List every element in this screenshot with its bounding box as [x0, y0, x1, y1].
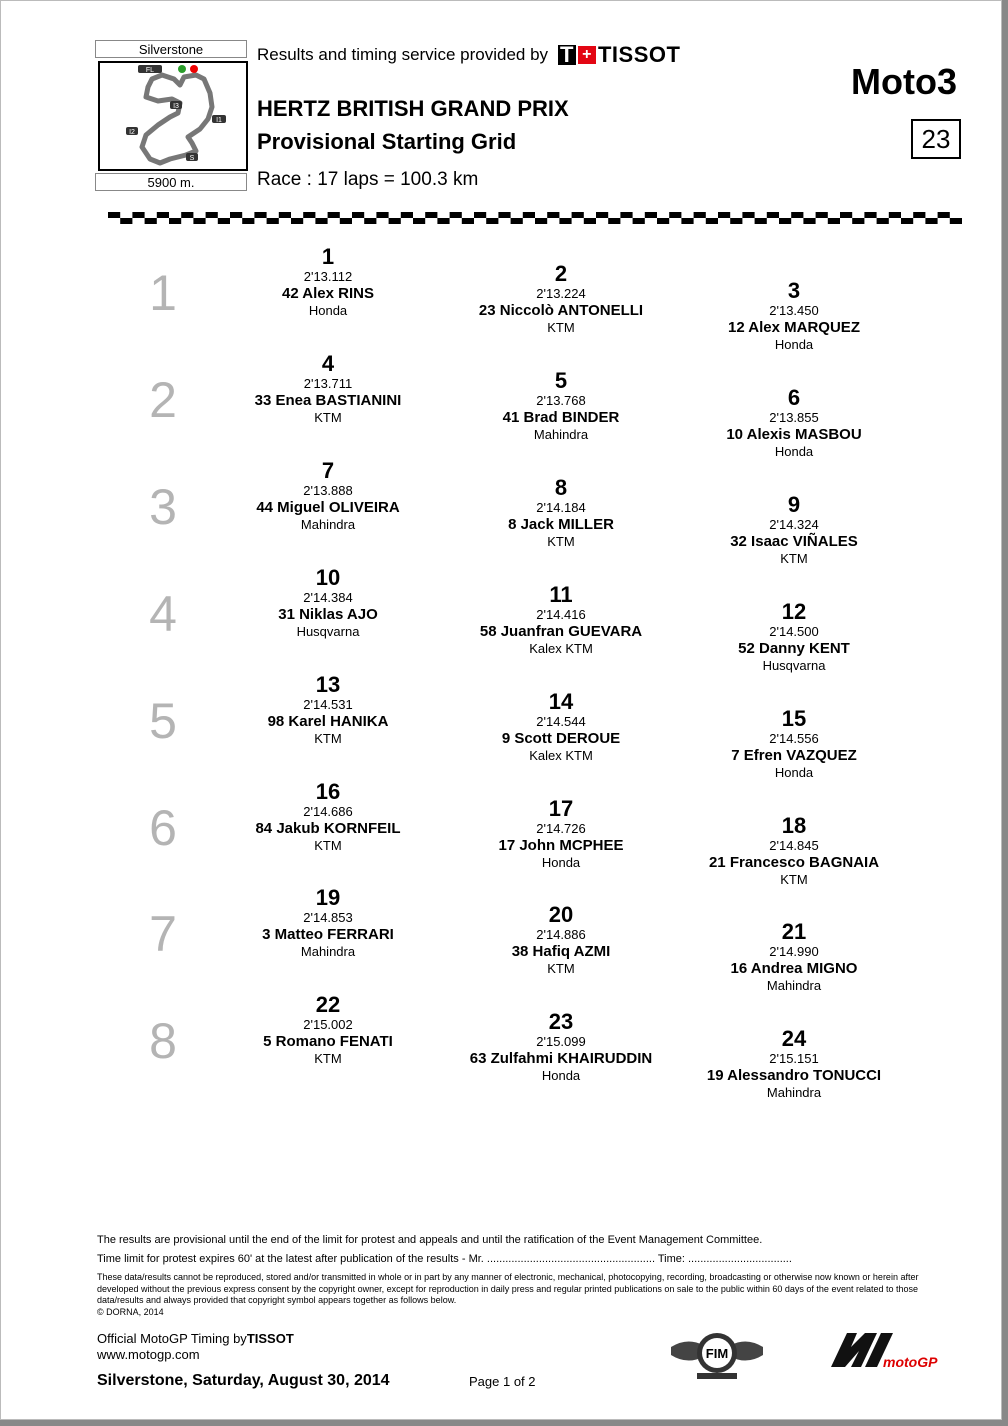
grid-position: 21	[781, 919, 807, 945]
rider-name: 8 Jack MILLER	[508, 515, 614, 533]
team-name: Mahindra	[766, 978, 822, 994]
rider-name: 23 Niccolò ANTONELLI	[478, 302, 644, 319]
protest-note: Time limit for protest expires 60' at the latest after publication of the results - Mr. ....................................................... Time: ..................................	[97, 1253, 792, 1265]
rider-name: 41 Brad BINDER	[502, 408, 620, 426]
grid-slot	[208, 994, 448, 1067]
lap-time: 2'14.544	[536, 713, 586, 729]
grid-position: 5	[554, 367, 568, 393]
copyright-note: These data/results cannot be reproduced, stored and/or transmitted in whole or in part by any manner of electronic, mechanical, photocopying, recording, broadcasting or otherwise now known or herein after developed without the previous express consent by the copyright owner, except for reproduction in daily press and regular printed publications on sale to the public within 60 days of the event related to those data/results and always provided that copyright symbol appears together as follows below. © DORNA, 2014	[97, 1272, 919, 1317]
lap-time: 2'14.184	[536, 499, 586, 515]
grid-row-number: 5	[149, 692, 177, 749]
grid-position: 15	[781, 705, 807, 731]
copyright: © DORNA, 2014	[97, 1306, 164, 1317]
team-name: Honda	[541, 1068, 581, 1084]
grid-slot	[674, 280, 914, 353]
team-name: Husqvarna	[762, 657, 826, 673]
lap-time: 2'13.768	[536, 392, 586, 408]
grid-slot	[674, 491, 914, 567]
provisional-note: The results are provisional until the end of the limit for protest and appeals and until the ratification of the Event Management Committee.	[97, 1234, 763, 1246]
team-name: Mahindra	[533, 426, 589, 442]
team-name: KTM	[314, 1051, 342, 1067]
rider-name: 63 Zulfahmi KHAIRUDDIN	[469, 1050, 653, 1068]
category-label: Moto3	[851, 61, 957, 102]
service-text: Results and timing service provided by	[257, 45, 549, 64]
timing-service-line	[257, 42, 680, 68]
lap-time: 2'13.450	[769, 303, 819, 318]
grid-slot	[441, 263, 681, 336]
grid-position: 22	[315, 992, 341, 1018]
grid-position: 1	[321, 244, 335, 269]
grid-position: 19	[315, 885, 341, 911]
grid-position: 11	[549, 581, 573, 607]
grid-position: 8	[554, 474, 568, 500]
grid-position: 12	[781, 598, 807, 624]
page-number-box: 23	[911, 119, 961, 159]
grid-slot	[674, 921, 914, 994]
official-timing: Official MotoGP Timing byTISSOT	[97, 1331, 294, 1346]
grid-slot	[674, 384, 914, 460]
svg-text:motoGP: motoGP	[883, 1354, 938, 1370]
rider-name: 98 Karel HANIKA	[267, 712, 389, 730]
grid-slot	[674, 705, 914, 781]
circuit-name: Silverstone	[95, 40, 247, 58]
team-name: Honda	[308, 303, 348, 318]
team-name: KTM	[780, 871, 808, 887]
grid-position: 2	[554, 261, 568, 286]
lap-time: 2'14.853	[303, 910, 353, 926]
grid-row-number: 6	[149, 799, 177, 856]
rider-name: 21 Francesco BAGNAIA	[708, 853, 880, 871]
grid-position: 4	[321, 350, 335, 376]
grid-position: 9	[787, 491, 801, 517]
grid-slot	[208, 887, 448, 960]
rider-name: 31 Niklas AJO	[278, 605, 378, 623]
team-name: KTM	[547, 320, 575, 335]
lap-time: 2'13.855	[769, 409, 819, 425]
map-label-i3: I3	[173, 103, 179, 110]
rider-name: 32 Isaac VIÑALES	[730, 532, 858, 550]
rider-name: 12 Alex MARQUEZ	[728, 319, 860, 336]
team-name: KTM	[780, 550, 808, 566]
lap-time: 2'13.224	[536, 286, 586, 301]
team-name: KTM	[314, 730, 342, 746]
rider-name: 52 Danny KENT	[738, 639, 850, 657]
rider-name: 3 Matteo FERRARI	[262, 926, 394, 944]
grid-slot	[208, 778, 448, 854]
map-label-i2: I2	[129, 129, 135, 136]
team-name: KTM	[314, 837, 342, 853]
grid-slot	[441, 904, 681, 977]
grid-position: 16	[315, 778, 341, 804]
grid-position: 7	[321, 457, 335, 483]
lap-time: 2'14.531	[303, 696, 353, 712]
rider-name: 42 Alex RINS	[282, 285, 374, 302]
document-title: Provisional Starting Grid	[257, 129, 517, 154]
team-name: Mahindra	[300, 944, 356, 960]
team-name: Kalex KTM	[529, 640, 593, 656]
grid-position: 14	[548, 688, 574, 714]
grid-position: 10	[315, 564, 341, 590]
lap-time: 2'13.112	[303, 269, 353, 284]
lap-time: 2'13.711	[303, 375, 353, 391]
rider-name: 10 Alexis MASBOU	[726, 425, 862, 443]
grid-position: 6	[787, 384, 801, 410]
team-name: Mahindra	[300, 516, 356, 532]
lap-time: 2'14.500	[769, 623, 819, 639]
grid-position: 20	[548, 902, 574, 928]
grid-slot	[674, 1028, 914, 1101]
grid-slot	[674, 812, 914, 888]
race-info: Race : 17 laps = 100.3 km	[257, 169, 479, 190]
grid-slot	[441, 581, 681, 657]
team-name: Honda	[774, 764, 814, 780]
motogp-logo	[821, 1323, 938, 1385]
circuit-map-image	[98, 61, 248, 171]
team-name: KTM	[314, 409, 342, 425]
svg-text:FIM: FIM	[705, 1346, 729, 1361]
rider-name: 7 Efren VAZQUEZ	[731, 746, 857, 764]
rider-name: 16 Andrea MIGNO	[730, 960, 858, 978]
lap-time: 2'15.151	[769, 1051, 819, 1067]
grid-row-number: 7	[149, 906, 177, 963]
grid-row-number: 3	[149, 478, 177, 535]
fim-logo	[667, 1327, 767, 1381]
grid-slot	[441, 367, 681, 443]
team-name: KTM	[547, 961, 575, 977]
map-label-s: S	[189, 155, 195, 162]
grid-slot	[441, 1011, 681, 1084]
lap-time: 2'14.726	[536, 820, 586, 836]
rider-name: 19 Alessandro TONUCCI	[706, 1067, 882, 1085]
grid-slot	[208, 246, 448, 319]
checkered-divider	[108, 212, 962, 224]
rider-name: 5 Romano FENATI	[263, 1033, 393, 1051]
rider-name: 58 Juanfran GUEVARA	[479, 622, 643, 640]
lap-time: 2'15.002	[303, 1017, 353, 1033]
grid-slot	[441, 474, 681, 550]
rider-name: 44 Miguel OLIVEIRA	[256, 498, 400, 516]
rider-name: 9 Scott DEROUE	[501, 729, 621, 747]
lap-time: 2'14.686	[303, 803, 353, 819]
team-name: Mahindra	[766, 1085, 822, 1101]
grid-slot	[208, 671, 448, 747]
team-name: Honda	[774, 443, 814, 459]
lap-time: 2'14.324	[769, 516, 819, 532]
grid-row-number: 8	[149, 1013, 177, 1070]
rider-name: 38 Hafiq AZMI	[511, 943, 611, 961]
grid-position: 3	[787, 278, 801, 303]
rider-name: 84 Jakub KORNFEIL	[255, 819, 401, 837]
grid-row-number: 4	[149, 585, 177, 642]
grid-slot	[441, 688, 681, 764]
grid-position: 13	[315, 671, 341, 697]
footer-notes	[97, 1234, 942, 1318]
grid-position: 24	[781, 1026, 807, 1052]
team-name: Kalex KTM	[529, 747, 593, 763]
website-link[interactable]: www.motogp.com	[97, 1347, 200, 1362]
grid-slot	[441, 795, 681, 871]
event-title: HERTZ BRITISH GRAND PRIX	[257, 96, 569, 121]
lap-time: 2'15.099	[536, 1034, 586, 1050]
tissot-logo: T + TISSOT	[560, 42, 681, 67]
lap-time: 2'14.556	[769, 730, 819, 746]
lap-time: 2'14.990	[769, 944, 819, 960]
rider-name: 33 Enea BASTIANINI	[254, 391, 402, 409]
grid-slot	[208, 350, 448, 426]
team-name: Husqvarna	[296, 623, 360, 639]
map-label-i1: I1	[216, 117, 222, 124]
location-date: Silverstone, Saturday, August 30, 2014	[97, 1372, 390, 1389]
grid-slot	[208, 457, 448, 533]
lap-time: 2'13.888	[303, 482, 353, 498]
lap-time: 2'14.886	[536, 927, 586, 943]
grid-position: 18	[781, 812, 807, 838]
grid-position: 23	[548, 1009, 574, 1035]
team-name: Honda	[774, 337, 814, 352]
grid-position: 17	[548, 795, 574, 821]
team-name: Honda	[541, 854, 581, 870]
grid-slot	[674, 598, 914, 674]
lap-time: 2'14.384	[303, 589, 353, 605]
map-label-fl: FL	[145, 67, 155, 74]
rider-name: 17 John MCPHEE	[498, 836, 624, 854]
grid-slot	[208, 564, 448, 640]
circuit-length: 5900 m.	[95, 173, 247, 191]
lap-time: 2'14.416	[536, 606, 586, 622]
grid-row-number: 1	[149, 265, 177, 321]
page-indicator: Page 1 of 2	[469, 1374, 536, 1389]
team-name: KTM	[547, 533, 575, 549]
grid-row-number: 2	[149, 371, 177, 428]
lap-time: 2'14.845	[769, 837, 819, 853]
